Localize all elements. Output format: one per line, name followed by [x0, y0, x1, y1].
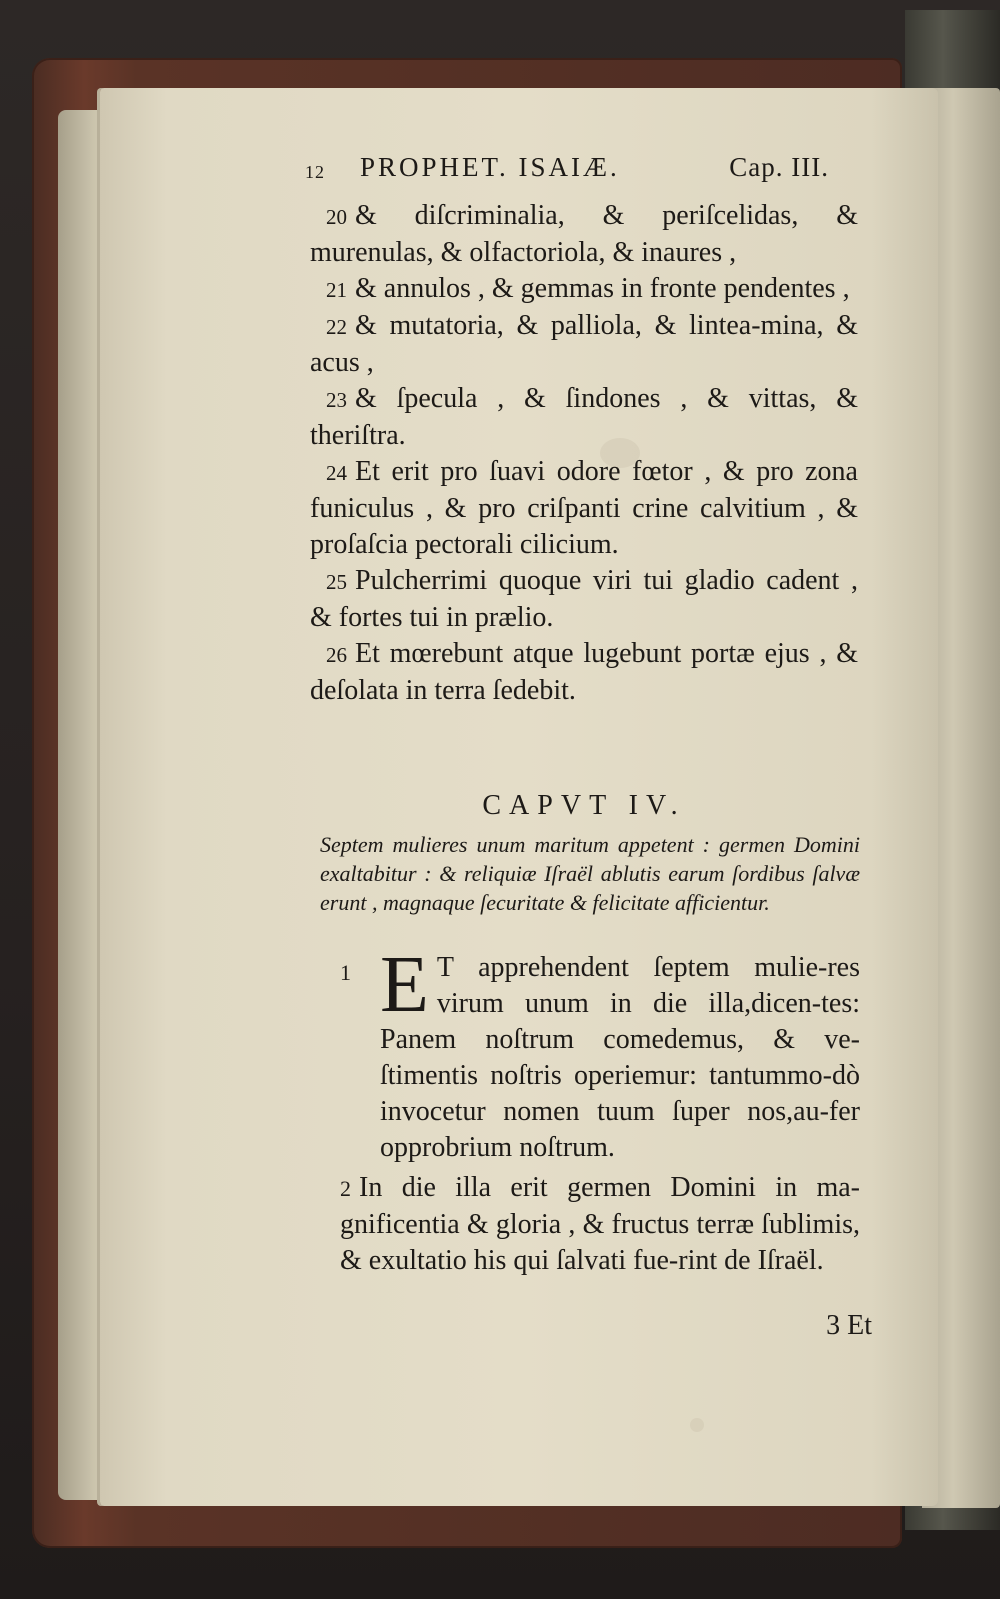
page-number: 12 [305, 162, 325, 182]
verse-text: Pulcherrimi quoque viri tui gladio cadent , & fortes tui in prælio. [310, 565, 858, 633]
verse-number: 21 [326, 278, 347, 302]
verse [310, 381, 858, 454]
verse [310, 636, 858, 709]
verse-number: 25 [326, 570, 347, 594]
verse-block-chapter-4 [340, 941, 860, 1279]
catchword: 3 Et [826, 1310, 872, 1341]
verse-text: & mutatoria, & palliola, & lintea-mina, & acus , [310, 310, 858, 378]
verse-text: & annulos , & gemmas in fronte pendentes , [355, 273, 850, 304]
verse [310, 198, 858, 271]
verse-text: T apprehendent ſeptem mulie-res virum unum in die illa,dicen-tes: Panem noſtrum comedemus, & ve-ſtimentis noſtris operiemur: tantummo-dò invocetur nomen tuum ſuper nos,au-fer opprobrium noſtrum. [380, 952, 860, 1163]
chapter-summary: Septem mulieres unum maritum appetent : germen Domini exaltabitur : & reliquiæ Iſraël ablutis earum ſordibus ſalvæ erunt , magnaque ſecuritate & felicitate afficientur. [320, 832, 860, 915]
verse [340, 1170, 860, 1279]
verse-number: 23 [326, 388, 347, 412]
verse [310, 271, 858, 308]
chapter-title: CAPVT IV. [482, 790, 686, 821]
page-stain [690, 1418, 704, 1432]
verse-number: 2 [340, 1176, 351, 1201]
verse-block-chapter-3 [310, 198, 858, 709]
running-title: PROPHET. ISAIÆ. [360, 152, 620, 182]
verse-text: & diſcriminalia, & periſcelidas, & murenulas, & olfactoriola, & inaures , [310, 200, 858, 268]
drop-capital: E [380, 941, 429, 1029]
verse-number: 24 [326, 461, 347, 485]
page-header [305, 152, 865, 192]
verse-text: In die illa erit germen Domini in ma-gnificentia & gloria , & fructus terræ ſublimis, & exultatio his qui ſalvati fue-rint de Iſraël. [340, 1172, 860, 1276]
verse [340, 941, 860, 1166]
verse-text: Et mœrebunt atque lugebunt portæ ejus , & deſolata in terra ſedebit. [310, 638, 858, 706]
verse-text: Et erit pro ſuavi odore fœtor , & pro zona funiculus , & pro criſpanti crine calvitium , & proſaſcia pectorali cilicium. [310, 456, 858, 560]
verse-number: 1 [340, 960, 351, 985]
verse [310, 563, 858, 636]
verse-number: 22 [326, 315, 347, 339]
verse [310, 454, 858, 563]
verse-number: 20 [326, 205, 347, 229]
verse-number: 26 [326, 643, 347, 667]
verse-text: & ſpecula , & ſindones , & vittas, & theriſtra. [310, 383, 858, 451]
verse [310, 308, 858, 381]
chapter-reference: Cap. III. [729, 152, 829, 182]
